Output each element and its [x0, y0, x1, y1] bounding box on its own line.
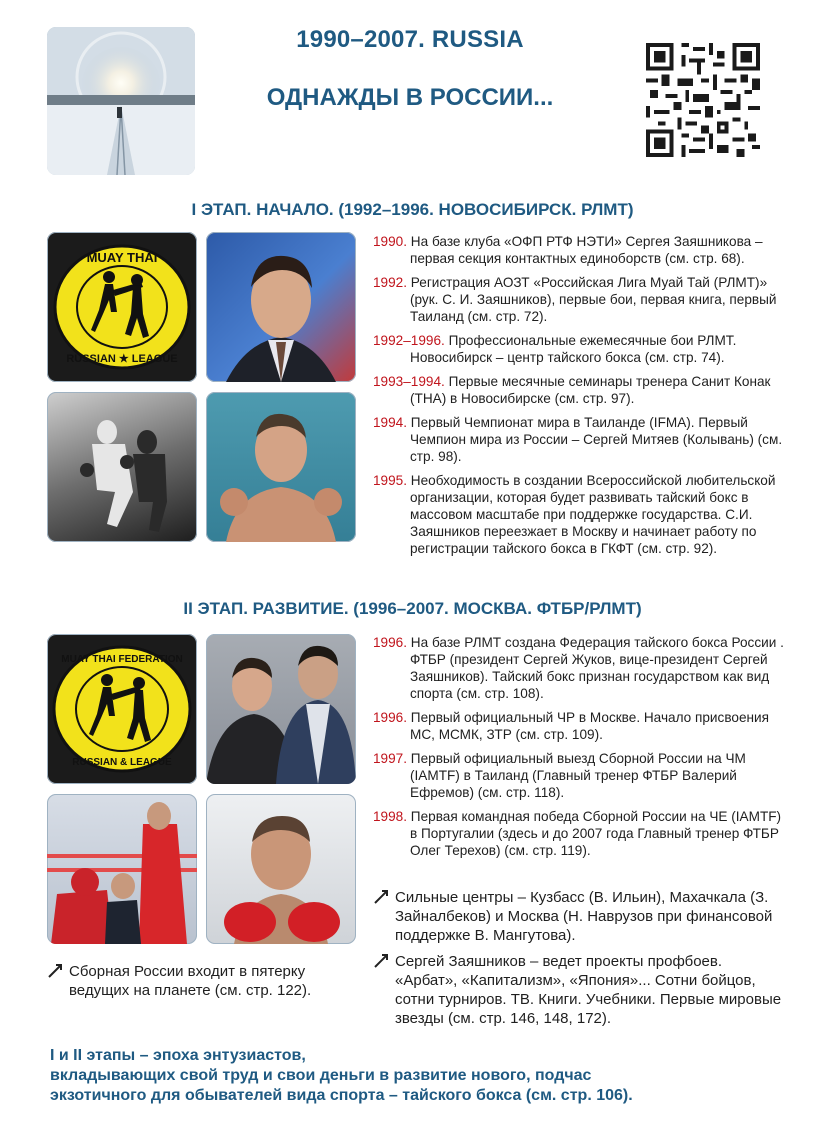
hero-snow-photo	[47, 27, 195, 175]
timeline-entry: 1992–1996. Профессиональные ежемесячные бои РЛМТ. Новосибирск – центр тайского бокса (см. стр. 74).	[373, 333, 737, 365]
footer-line: вкладывающих свой труд и свои деньги в развитие нового, подчас	[50, 1067, 592, 1084]
timeline-entry: 1998. Первая командная победа Сборной России на ЧЕ (IAMTF) в Португалии (здесь и до 2007 года Главный тренер ФТБР Олег Терехов) (см. стр. 119).	[373, 809, 782, 858]
portrait-zayashnikov	[206, 232, 356, 382]
photo-zhukov-zayashnikov	[206, 634, 356, 784]
bullet-item: Сильные центры – Кузбасс (В. Ильин), Махачкала (З. Зайналбеков) и Москва (Н. Наврузов при финансовой поддержке В. Мангутова).	[373, 888, 783, 945]
qr-code[interactable]	[646, 43, 760, 157]
fight-photo-bw	[47, 392, 197, 542]
svg-text:RUSSIAN & LEAGUE: RUSSIAN & LEAGUE	[72, 757, 172, 768]
timeline-entry: 1996. На базе РЛМТ создана Федерация тайского бокса России . ФТБР (президент Сергей Жуков, вице-президент Сергей Заяшников). Тайский бокс признан государством как вид спорта (см. стр. 108).	[373, 635, 784, 701]
photo-trainers-ring	[47, 794, 197, 944]
timeline-entry: 1990. На базе клуба «ОФП РТФ НЭТИ» Сергея Заяшникова – первая секция контактных единоборств (см. стр. 68).	[373, 234, 763, 266]
svg-text:MUAY THAI: MUAY THAI	[86, 250, 158, 265]
portrait-mityaev	[206, 392, 356, 542]
timeline-entry: 1997. Первый официальный выезд Сборной России на ЧМ (IAMTF) в Таиланд (Главный тренер ФТБР Валерий Ефремов) (см. стр. 118).	[373, 751, 746, 800]
arrow-bullet-icon	[47, 963, 63, 979]
footer-line: I и II этапы – эпоха энтузиастов,	[50, 1047, 306, 1064]
footer-line: экзотичного для обывателей вида спорта – тайского бокса (см. стр. 106).	[50, 1087, 633, 1104]
stage2-bullet-left	[47, 962, 352, 1007]
page-subtitle: ОДНАЖДЫ В РОССИИ...	[266, 84, 554, 111]
stage1-title: I ЭТАП. НАЧАЛО. (1992–1996. НОВОСИБИРСК. РЛМТ)	[191, 200, 634, 219]
stage2-bullets-right	[373, 888, 783, 1035]
stage2-title: II ЭТАП. РАЗВИТИЕ. (1996–2007. МОСКВА. ФТБР/РЛМТ)	[183, 599, 642, 618]
footer-summary	[50, 1046, 790, 1106]
timeline-entry: 1992. Регистрация АОЗТ «Российская Лига Муай Тай (РЛМТ)» (рук. С. И. Заяшников), первые бои, первая книга, первый Таиланд (см. стр. 72).	[373, 275, 777, 324]
page-title: 1990–2007. RUSSIA	[296, 26, 524, 53]
arrow-bullet-icon	[373, 889, 389, 905]
svg-text:RUSSIAN ★ LEAGUE: RUSSIAN ★ LEAGUE	[66, 353, 178, 365]
svg-text:MUAY THAI FEDERATION: MUAY THAI FEDERATION	[61, 654, 183, 665]
ftbr-federation-logo	[47, 634, 197, 784]
portrait-terekhov	[206, 794, 356, 944]
timeline-entry: 1995. Необходимость в создании Всероссийской любительской организации, которая будет развивать тайский бокс в массовом масштабе при поддержке государства. С.И. Заяшников переезжает в Москву и начинает работу по регистрации тайского бокса в ГКФТ (см. стр. 92).	[373, 473, 776, 556]
timeline-entry: 1996. Первый официальный ЧР в Москве. Начало присвоения МС, МСМК, ЗТР (см. стр. 109).	[373, 710, 769, 742]
stage1-timeline	[373, 233, 788, 564]
bullet-item: Сергей Заяшников – ведет проекты профбоев. «Арбат», «Капитализм», «Япония»... Сотни бойцов, сотни турниров. ТВ. Книги. Учебники. Первые мировые звезды (см. стр. 146, 148, 172).	[373, 952, 783, 1028]
timeline-entry: 1994. Первый Чемпионат мира в Таиланде (IFMA). Первый Чемпион мира из России – Сергей Митяев (Колывань) (см. стр. 98).	[373, 415, 783, 464]
timeline-entry: 1993–1994. Первые месячные семинары тренера Санит Конак (ТНА) в Новосибирске (см. стр. 97).	[373, 374, 771, 406]
stage2-timeline	[373, 634, 788, 866]
arrow-bullet-icon	[373, 953, 389, 969]
rlmt-league-logo	[47, 232, 197, 382]
bullet-item: Сборная России входит в пятерку ведущих на планете (см. стр. 122).	[47, 962, 352, 1000]
